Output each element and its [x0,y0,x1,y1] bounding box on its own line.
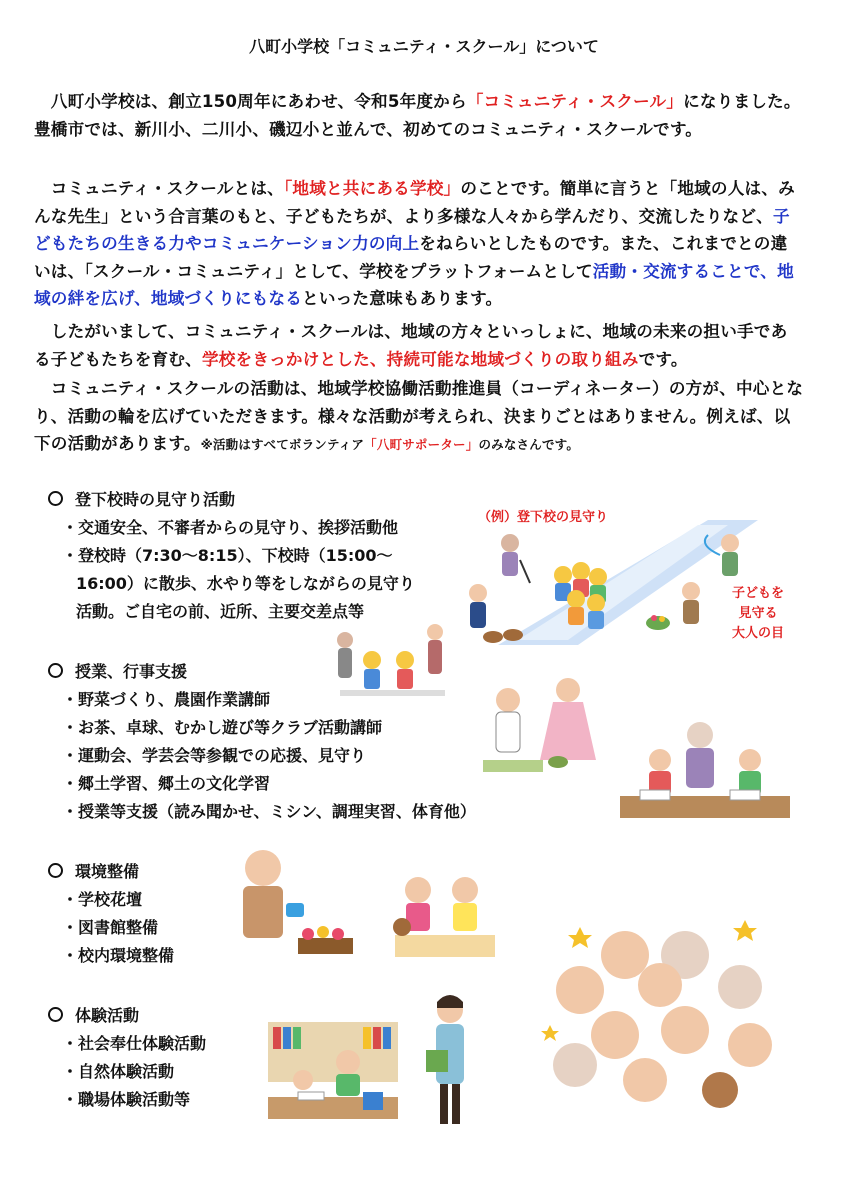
list-item: ・学校花壇 [62,890,143,909]
section-heading-text: 授業、行事支援 [75,662,188,681]
watch-note-line: 見守る [738,606,778,621]
watch-caption: （例）登下校の見守り [478,510,609,525]
para2-text-4: といった意味もあります。 [302,289,503,308]
librarian-illustration [418,990,483,1130]
list-item: ・図書館整備 [62,918,159,937]
para4-note-end: のみなさんです。 [478,437,580,452]
list-item: ・郷土学習、郷土の文化学習 [62,774,271,793]
section-heading-text: 体験活動 [75,1006,140,1025]
para2-text-3: をねらいとしたものです。また、これまでとの違いは、「スクール・コミュニティ」として、学校をプラットフォームとして [34,234,788,281]
circle-icon [48,863,63,878]
list-item: ・運動会、学芸会等参観での応援、見守り [62,746,367,765]
list-item: ・社会奉仕体験活動 [62,1034,207,1053]
study-with-elder-illustration [620,710,790,825]
list-item: ・授業等支援（読み聞かせ、ミシン、調理実習、体育他） [62,802,476,821]
para2-highlight-red: 「地域と共にある学校」 [283,179,461,198]
watch-note [728,584,788,644]
para1-text: 八町小学校は、創立150周年にあわせ、令和5年度から [34,92,467,111]
para1-text-end: になりました。豊橋市では、新川小、二川小、磯辺小と並んで、初めてのコミュニティ・スクールです。 [34,92,801,139]
list-item: 活動。ご自宅の前、近所、主要交差点等 [76,602,365,621]
section-heading-text: 登下校時の見守り活動 [75,490,236,509]
watch-note-line: 子どもを [731,586,784,601]
para4-text: コミュニティ・スクールの活動は、地域学校協働活動推進員（コーディネーター）の方が、中心となり、活動の輪を広げていただきます。様々な活動が考えられ、決まりごとはありません。例えば、以下の活動があります。 [34,379,804,453]
watch-note-line: 大人の目 [731,626,784,641]
sustainability-paragraph [34,318,804,373]
section-heading [48,486,415,514]
intro-paragraph [34,88,804,143]
list-item: ・校内環境整備 [62,946,175,965]
para2-highlight-blue: 子どもたちの生きる力やコミュニケーション力の向上 [34,206,790,253]
list-item: ・職場体験活動等 [62,1090,191,1109]
section-experience [48,1002,206,1114]
library-illustration [268,1022,398,1122]
para4-note: ※活動はすべてボランティア [200,437,365,452]
watering-flowers-illustration [228,838,358,958]
page-title: 八町小学校「コミュニティ・スクール」について [249,37,599,56]
circle-icon [48,1007,63,1022]
list-item: ・自然体験活動 [62,1062,175,1081]
list-item: 16:00）に散歩、水やり等をしながらの見守り [76,574,415,593]
tea-ceremony-illustration [478,670,608,775]
circle-icon [48,663,63,678]
para3-highlight: 学校をきっかけとした、持続可能な地域づくりの取り組み [201,349,639,369]
list-item: ・お茶、卓球、むかし遊び等クラブ活動講師 [62,718,383,737]
circle-icon [48,491,63,506]
activities-paragraph [34,375,804,459]
definition-paragraph [34,175,804,313]
para3-text: したがいまして、コミュニティ・スクールは、地域の方々といっしょに、地域の未来の担い手である子どもたちを育む、 [34,322,788,369]
section-heading [48,858,174,886]
para2-text-2: のことです。簡単に言うと「地域の人は、みんな先生」という合言葉のもと、子どもたちが、より多様な人々から学んだり、交流したりなど、 [34,179,795,226]
section-heading [48,1002,206,1030]
section-watch [48,486,415,626]
kids-crossing-illustration [330,620,450,710]
community-crowd-illustration [535,915,790,1120]
para3-text-end: です。 [638,349,688,369]
kids-playing-illustration [380,865,505,965]
para2-text: コミュニティ・スクールとは、 [34,179,284,198]
list-item: ・交通安全、不審者からの見守り、挨拶活動他 [62,518,399,537]
section-heading-text: 環境整備 [75,862,140,881]
para1-highlight: 「コミュニティ・スクール」 [466,92,684,111]
para4-note-highlight: 「八町サポーター」 [364,437,479,452]
list-item: ・登校時（7:30〜8:15）、下校時（15:00〜 [62,546,393,565]
list-item: ・野菜づくり、農園作業講師 [62,690,271,709]
para2-highlight-blue-2: 活動・交流することで、地域の絆を広げ、地域づくりにもなる [34,261,794,308]
section-environment [48,858,174,970]
